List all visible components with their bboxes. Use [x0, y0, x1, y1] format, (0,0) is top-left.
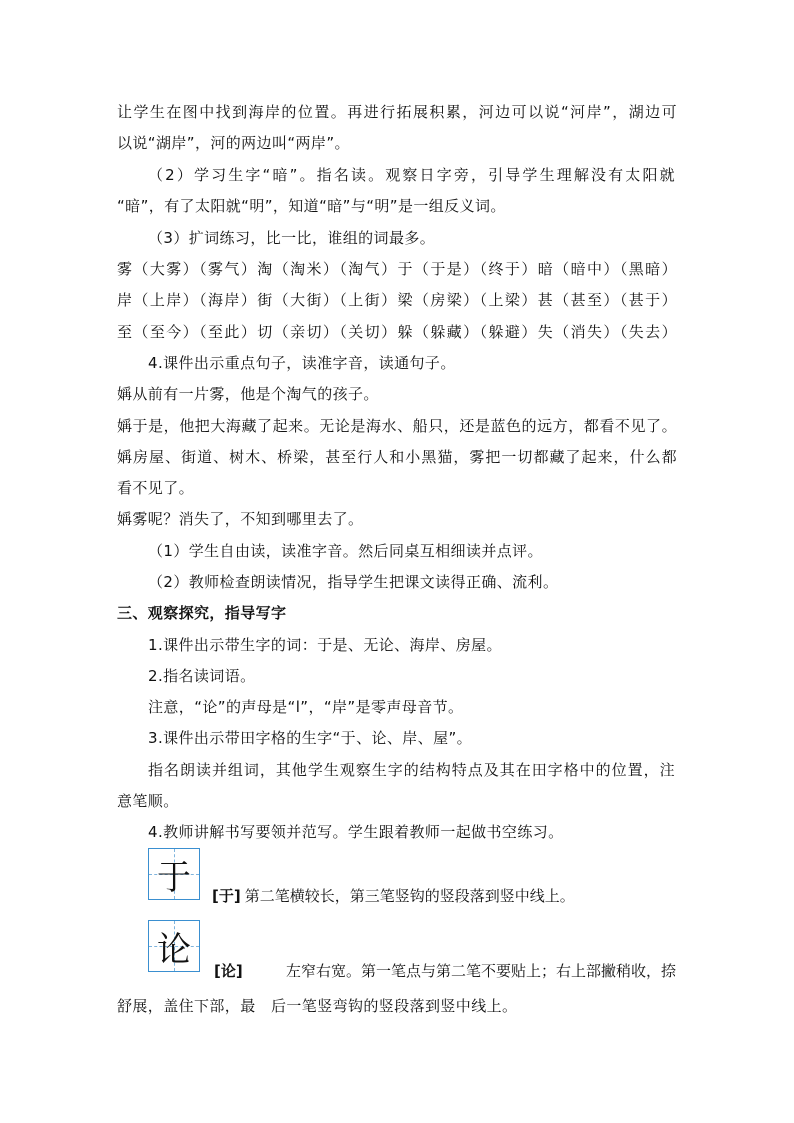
paragraph-line: （1）学生自由读，读准字音。然后同桌互相细读并点评。: [148, 542, 543, 560]
paragraph-line: 4.教师讲解书写要领并范写。学生跟着教师一起做书空练习。: [148, 823, 564, 841]
note-label: [于]: [212, 887, 241, 905]
sentence-line: 㛵房屋、街道、树木、桥梁，甚至行人和小黑猫，雾把一切都藏了起来，什么都: [117, 448, 677, 466]
paragraph-line: 1.课件出示带生字的词：于是、无论、海岸、房屋。: [148, 636, 502, 654]
paragraph-line: 意笔顺。: [117, 792, 179, 810]
tianzige-grid: [148, 848, 200, 900]
sentence-line: 㛵于是，他把大海藏了起来。无论是海水、船只，还是蓝色的远方，都看不见了。: [117, 417, 677, 435]
note-label: [论]: [214, 962, 243, 980]
note-text: 第二笔横较长，第三笔竖钩的竖段落到竖中线上。: [244, 887, 575, 905]
sentence-line: 㛵雾呢？消失了，不知到哪里去了。: [117, 510, 364, 528]
character-sample: 于: [157, 857, 191, 898]
paragraph-line: “暗”，有了太阳就“明”，知道“暗”与“明”是一组反义词。: [117, 197, 506, 215]
character-sample: 论: [157, 929, 191, 970]
paragraph-line: 3.课件出示带田字格的生字“于、论、岸、屋”。: [148, 729, 473, 747]
paragraph-line: 4.课件出示重点句子，读准字音，读通句子。: [148, 354, 456, 372]
sentence-line: 㛵从前有一片雾，他是个淘气的孩子。: [117, 385, 379, 403]
paragraph-line: 以说“湖岸”，河的两边叫“两岸”。: [117, 134, 350, 152]
paragraph-line: （2）学习生字“暗”。指名读。观察日字旁，引导学生理解没有太阳就: [148, 166, 675, 184]
paragraph-line: （2）教师检查朗读情况，指导学生把课文读得正确、流利。: [148, 573, 559, 591]
word-list-line: 至（至今）（至此）切（亲切）（关切）躲（躲藏）（躲避）失（消失）（失去）: [117, 323, 677, 341]
paragraph-line: 指名朗读并组词，其他学生观察生字的结构特点及其在田字格中的位置，注: [148, 761, 675, 779]
word-list-line: 雾（大雾）（雾气）淘（淘米）（淘气）于（于是）（终于）暗（暗中）（黑暗）: [117, 260, 677, 278]
writing-note: [212, 886, 575, 906]
paragraph-line: 舒展，盖住下部，最 后一笔竖弯钩的竖段落到竖中线上。: [117, 997, 518, 1015]
word-list-line: 岸（上岸）（海岸）街（大街）（上街）梁（房梁）（上梁）甚（甚至）（甚于）: [117, 291, 677, 309]
section-heading: 三、观察探究，指导写字: [117, 604, 287, 622]
paragraph-line: 2.指名读词语。: [148, 667, 256, 685]
paragraph-line: 让学生在图中找到海岸的位置。再进行拓展积累，河边可以说“河岸”，湖边可: [117, 103, 677, 121]
paragraph-line: 注意，“论”的声母是“l”，“岸”是零声母音节。: [148, 698, 464, 716]
writing-note: [214, 961, 676, 981]
note-text: 左窄右宽。第一笔点与第二笔不要贴上；右上部撇稍收，捺: [285, 962, 676, 980]
sentence-line: 看不见了。: [117, 479, 195, 497]
paragraph-line: （3）扩词练习，比一比，谁组的词最多。: [148, 229, 436, 247]
tianzige-grid: [148, 920, 200, 972]
